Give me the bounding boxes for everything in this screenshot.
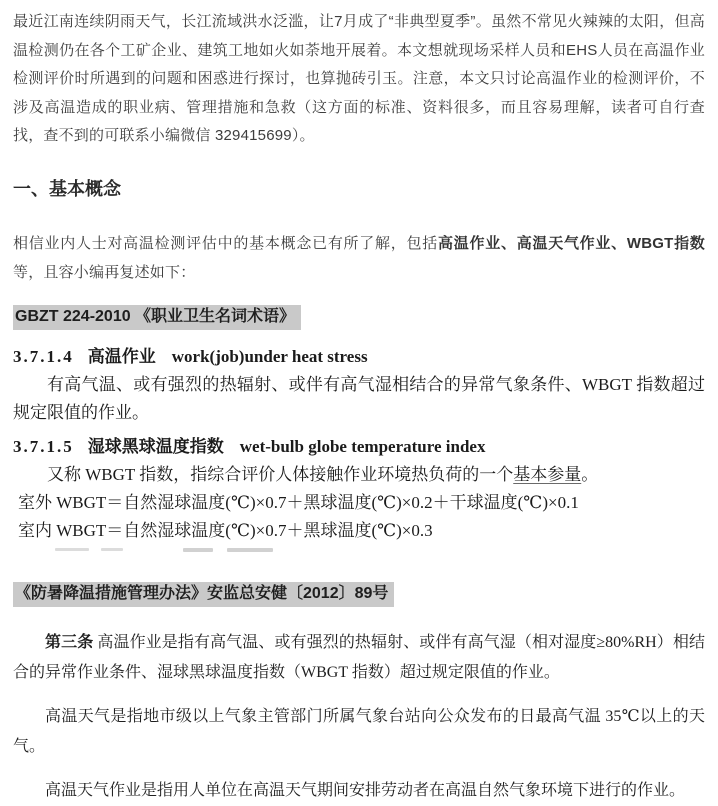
regulation-heading: 《防暑降温措施管理办法》安监总安健〔2012〕89号 bbox=[13, 582, 394, 607]
concepts-intro-bold-terms: 高温作业、高温天气作业、WBGT指数 bbox=[438, 234, 706, 252]
concepts-intro-paragraph bbox=[13, 230, 705, 287]
section-heading-basic-concepts: 一、基本概念 bbox=[13, 178, 121, 199]
regulation-article3 bbox=[13, 628, 705, 688]
regulation-hot-weather-work-definition: 高温天气作业是指用人单位在高温天气期间安排劳动者在高温自然气象环境下进行的作业。 bbox=[45, 781, 686, 799]
scan-wbgt-def-prefix: 又称 WBGT 指数，指综合评价人体接触作业环境热负荷的一个 bbox=[47, 465, 514, 485]
gbzt-standard-heading: GBZT 224-2010 《职业卫生名词术语》 bbox=[13, 305, 301, 330]
scan-item-number: 3.7.1.4 bbox=[13, 347, 74, 367]
scan-formula-indoor: 室内 WBGT＝自然湿球温度(℃)×0.7＋黑球温度(℃)×0.3 bbox=[18, 520, 433, 540]
scan-wbgt-def-suffix: 。 bbox=[581, 465, 599, 485]
scan-item-term-cn: 高温作业 bbox=[87, 347, 156, 367]
scan-wbgt-definition bbox=[13, 461, 705, 489]
scan-item-term-cn: 湿球黑球温度指数 bbox=[87, 437, 224, 457]
concepts-intro-prefix: 相信业内人士对高温检测评估中的基本概念已有所了解，包括 bbox=[13, 234, 439, 252]
scan-cutoff-artifact bbox=[13, 547, 705, 557]
scan-item-term-en: wet-bulb globe temperature index bbox=[239, 437, 486, 457]
scan-wbgt-def-underlined: 基本参量 bbox=[513, 465, 582, 485]
regulation-article3-body: 高温作业是指有高气温、或有强烈的热辐射、或伴有高气湿（相对湿度≥80%RH）相结合的异常作业条件、湿球黑球温度指数（WBGT 指数）超过规定限值的作业。 bbox=[13, 633, 705, 681]
concepts-intro-suffix: 等，且容小编再复述如下： bbox=[13, 263, 196, 281]
regulation-article3-label: 第三条 bbox=[45, 633, 94, 651]
scan-formula-outdoor: 室外 WBGT＝自然湿球温度(℃)×0.7＋黑球温度(℃)×0.2＋干球温度(℃)×0.1 bbox=[18, 492, 579, 512]
gbzt-scan-excerpt bbox=[13, 343, 705, 557]
scan-item-hot-work bbox=[13, 343, 705, 371]
scan-item-term-en: work(job)under heat stress bbox=[171, 347, 368, 367]
scan-item-definition: 有高气温、或有强烈的热辐射、或伴有高气湿相结合的异常气象条件、WBGT 指数超过规定限值的作业。 bbox=[13, 375, 705, 422]
scan-spacer bbox=[13, 426, 705, 433]
regulation-hot-weather-definition: 高温天气是指地市级以上气象主管部门所属气象台站向公众发布的日最高气温 35℃以上的天气。 bbox=[13, 707, 705, 755]
scan-item-wbgt bbox=[13, 433, 705, 461]
scan-item-number: 3.7.1.5 bbox=[13, 437, 74, 457]
regulation-quoted-text bbox=[13, 628, 705, 806]
intro-paragraph: 最近江南连续阴雨天气，长江流域洪水泛滥，让7月成了“非典型夏季”。虽然不常见火辣辣的太阳，但高温检测仍在各个工矿企业、建筑工地如火如荼地开展着。本文想就现场采样人员和EHS人员在高温作业检测评价时所遇到的问题和困惑进行探讨，也算抛砖引玉。注意，本文只讨论高温作业的检测评价，不涉及高温造成的职业病、管理措施和急救（这方面的标准、资料很多，而且容易理解，读者可自行查找，查不到的可联系小编微信 329415699）。 bbox=[13, 13, 705, 145]
